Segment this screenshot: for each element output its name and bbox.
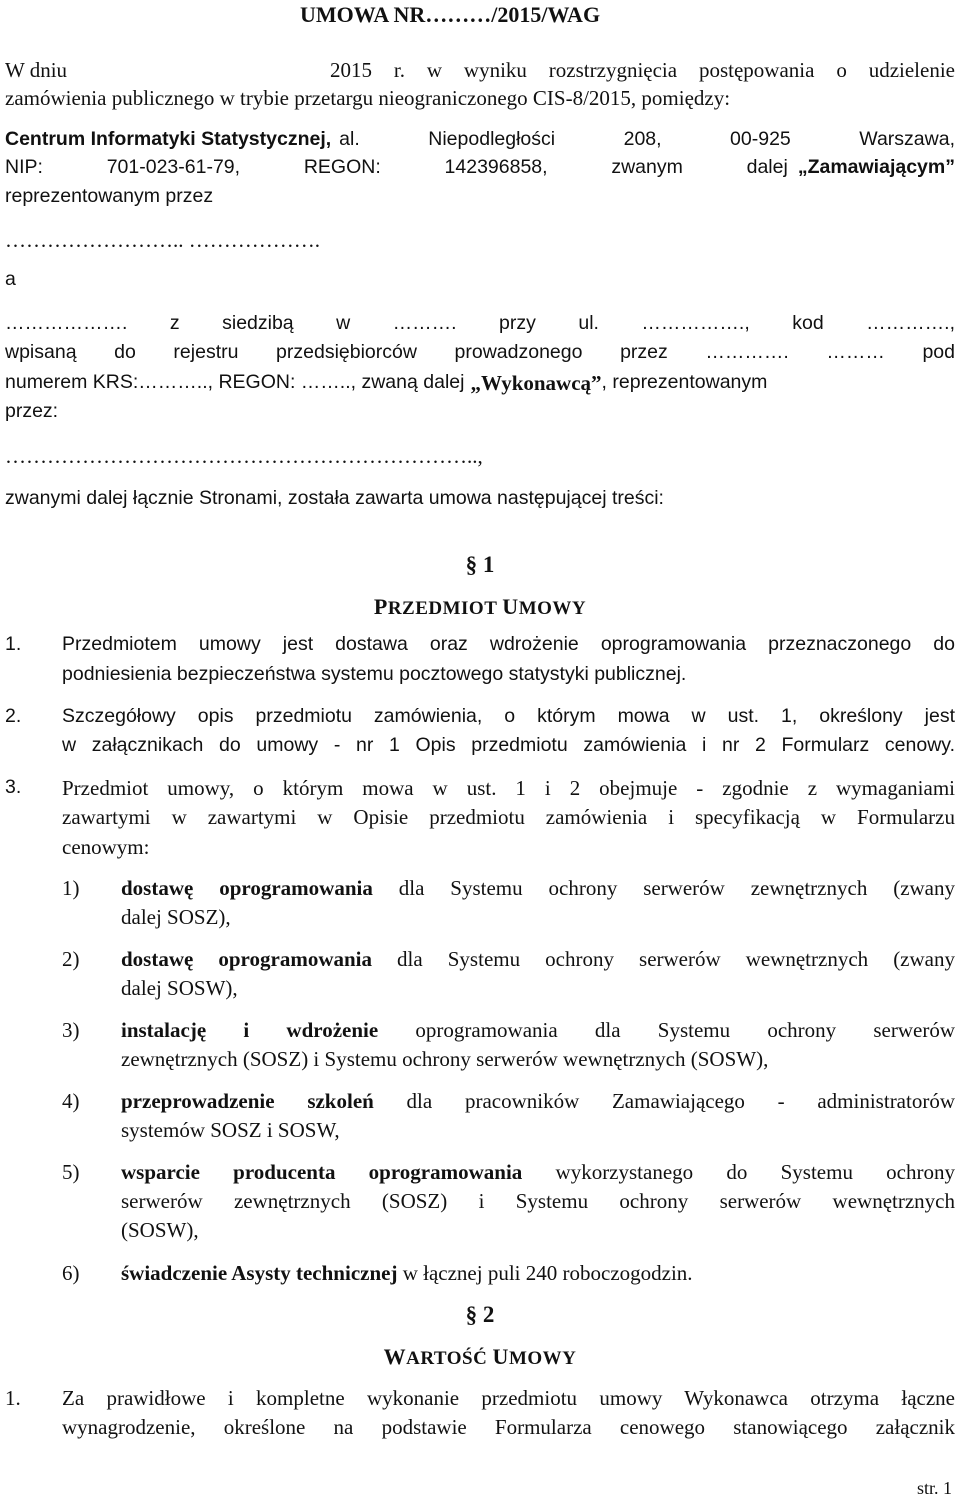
party2-line-1: ………………. z siedzibą w ………. przy ul. ……………., kod …………., (5, 312, 955, 334)
parties-closing: zwanymi dalej łącznie Stronami, została zawarta umowa następującej treści: (5, 487, 664, 509)
intro-line-1 (5, 58, 955, 83)
party2-line-3 (5, 371, 955, 396)
section2-heading: WARTOŚĆ UMOWY (383, 1344, 577, 1369)
section1-heading: PRZEDMIOT UMOWY (373, 594, 587, 619)
party1-role: „Zamawiającym” (797, 156, 955, 178)
intro-date-label: W dniu (5, 58, 68, 82)
party2-role: „Wykonawcą” (470, 371, 602, 395)
document-title: UMOWA NR………/2015/WAG (300, 2, 601, 27)
party2-krs: numerem KRS:……….., REGON: …….., zwaną dalej (5, 371, 465, 393)
party2-represented: , reprezentowanym (601, 371, 768, 393)
intro-date-rest: 2015 r. w wyniku rozstrzygnięcia postępowania o udzielenie (330, 58, 955, 82)
party1-line-1 (5, 128, 955, 151)
party1-ids: NIP: 701-023-61-79, REGON: 142396858, zwanym dalej (5, 156, 788, 178)
document-page: UMOWA NR………/2015/WAG W dniu 2015 r. w wyniku rozstrzygnięcia postępowania o udzielenie zamówienia publicznego w trybie przetargu nieograniczonego CIS-8/2015, pomiędzy: Centrum Informatyki Statystycznej, al. Niepodległości 208, 00-925 Warszawa, NIP: 701-023-61-79, REGON: 142396858, zwanym dalej „Zamawiającym” reprezentowanym przez …………………….. ………………. a ………………. z siedzibą w ………. przy ul. ……………., kod …………., wpisaną do rejestru przedsiębiorców prowadzonego przez …………. ……… pod numerem KRS:……….., REGON: …….., zwaną dalej „Wykonawcą” , reprezentowanym przez: ………………………………………………………….., zwanymi dalej łącznie Stronami, została zawarta umowa następującej treści: § 1 PRZEDMIOT UMOWY 1. Przedmiotem umowy jest dostawa oraz wdrożenie oprogramowania przeznaczonego do podniesienia bezpieczeństwa systemu pocztowego statystyki publicznej. 2. Szczegółowy opis przedmiotu zamówienia, o którym mowa w ust. 1, określony jest w załącznikach do umowy - nr 1 Opis przedmiotu zamówienia i nr 2 Formularz cenowy. 3. Przedmiot umowy, o którym mowa w ust. 1 i 2 obejmuje - zgodnie z wymaganiami zawartymi w zawartymi w Opisie przedmiotu zamówienia i specyfikacją w Formularzu cenowym: 1) dostawę oprogramowania dla Systemu ochrony serwerów zewnętrznych (zwany dalej SOSZ), 2) dostawę oprogramowania dla Systemu ochrony serwerów wewnętrznych (zwany dalej SOSW), 3) instalację i wdrożenie oprogramowania dla Systemu ochrony serwerów zewnętrznych (SOSZ) i Systemu ochrony serwerów wewnętrznych (SOSW), 4) przeprowadzenie szkoleń dla pracowników Zamawiającego - administratorów systemów SOSZ i SOSW, 5) wsparcie producenta oprogramowania wykorzystanego do Systemu ochrony serwerów zewnętrznych (SOSZ) i Systemu ochrony serwerów wewnętrznych (SOSW), 6) świadczenie Asysty technicznej w łącznej puli 240 roboczogodzin. § 2 WARTOŚĆ UMOWY 1. Za prawidłowe i kompletne wykonanie przedmiotu umowy Wykonawca otrzyma łączne wynagrodzenie, określone na podstawie Formularza cenowego stanowiącego załącznik str. 1 (5, 2, 956, 1498)
section1-symbol: § 1 (465, 552, 495, 577)
party1-representative-label: reprezentowanym przez (5, 185, 214, 207)
party1-line-2 (5, 156, 955, 179)
section2-symbol: § 2 (465, 1302, 495, 1327)
party1-address: al. Niepodległości 208, 00-925 Warszawa, (339, 128, 955, 150)
party2-przez-label: przez: (5, 400, 59, 422)
party2-representative-dots: ………………………………………………………….., (5, 444, 483, 468)
conjunction-a: a (5, 268, 16, 290)
party1-representative-dots: …………………….. ………………. (5, 228, 320, 252)
intro-line-2: zamówienia publicznego w trybie przetargu nieograniczonego CIS-8/2015, pomiędzy: (5, 86, 731, 110)
party1-name: Centrum Informatyki Statystycznej, (5, 128, 332, 150)
party2-line-2: wpisaną do rejestru przedsiębiorców prowadzonego przez …………. ……… pod (5, 341, 955, 363)
page-number: str. 1 (916, 1478, 952, 1498)
